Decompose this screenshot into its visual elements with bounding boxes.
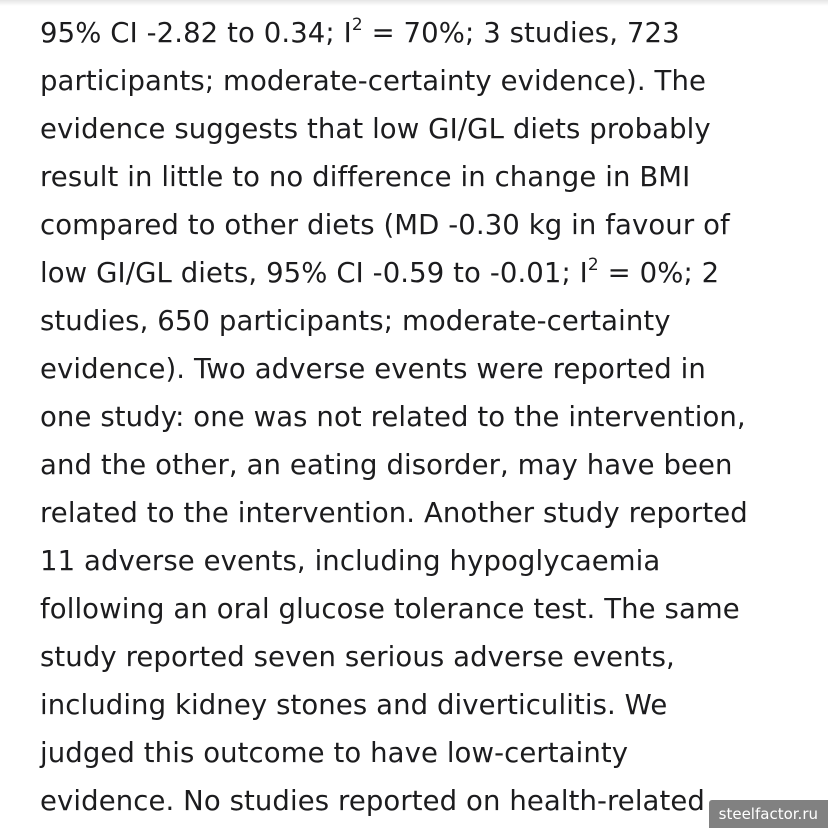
text-fragment: study reported seven serious adverse events, — [40, 641, 675, 673]
text-line — [40, 105, 800, 153]
text-line — [40, 729, 800, 777]
text-fragment: related to the intervention. Another study reported — [40, 497, 748, 529]
text-fragment: one study: one was not related to the intervention, — [40, 401, 746, 433]
top-edge-shadow — [0, 0, 828, 6]
text-line — [40, 489, 800, 537]
text-line — [40, 201, 800, 249]
site-watermark: steelfactor.ru — [709, 800, 828, 828]
text-fragment: 11 adverse events, including hypoglycaemia — [40, 545, 661, 577]
text-line — [40, 441, 800, 489]
text-fragment: evidence). Two adverse events were reported in — [40, 353, 706, 385]
text-fragment: following an oral glucose tolerance test. The same — [40, 593, 740, 625]
text-fragment: and the other, an eating disorder, may have been — [40, 449, 733, 481]
text-line — [40, 681, 800, 729]
text-line — [40, 297, 800, 345]
text-fragment: result in little to no difference in change in BMI — [40, 161, 691, 193]
text-line — [40, 249, 800, 297]
text-fragment: including kidney stones and diverticulitis. We — [40, 689, 668, 721]
text-fragment: evidence. No studies reported on health-related — [40, 785, 705, 817]
text-fragment: compared to other diets (MD -0.30 kg in favour of — [40, 209, 730, 241]
text-fragment: participants; moderate-certainty evidence). The — [40, 65, 707, 97]
text-line — [40, 153, 800, 201]
text-line — [40, 537, 800, 585]
text-fragment: judged this outcome to have low-certainty — [40, 737, 629, 769]
text-fragment: evidence suggests that low GI/GL diets probably — [40, 113, 711, 145]
text-fragment: = 0%; 2 — [598, 257, 720, 289]
text-line — [40, 777, 800, 825]
text-fragment: = 70%; 3 studies, 723 — [362, 17, 680, 49]
text-line — [40, 585, 800, 633]
text-line — [40, 9, 800, 57]
text-fragment: studies, 650 participants; moderate-certainty — [40, 305, 671, 337]
superscript: 2 — [351, 14, 363, 35]
text-line — [40, 393, 800, 441]
text-line — [40, 633, 800, 681]
body-text-block — [40, 9, 800, 825]
text-fragment: 95% CI -2.82 to 0.34; I — [40, 17, 352, 49]
text-line — [40, 345, 800, 393]
text-line — [40, 57, 800, 105]
superscript: 2 — [587, 254, 599, 275]
text-fragment: low GI/GL diets, 95% CI -0.59 to -0.01; I — [40, 257, 588, 289]
